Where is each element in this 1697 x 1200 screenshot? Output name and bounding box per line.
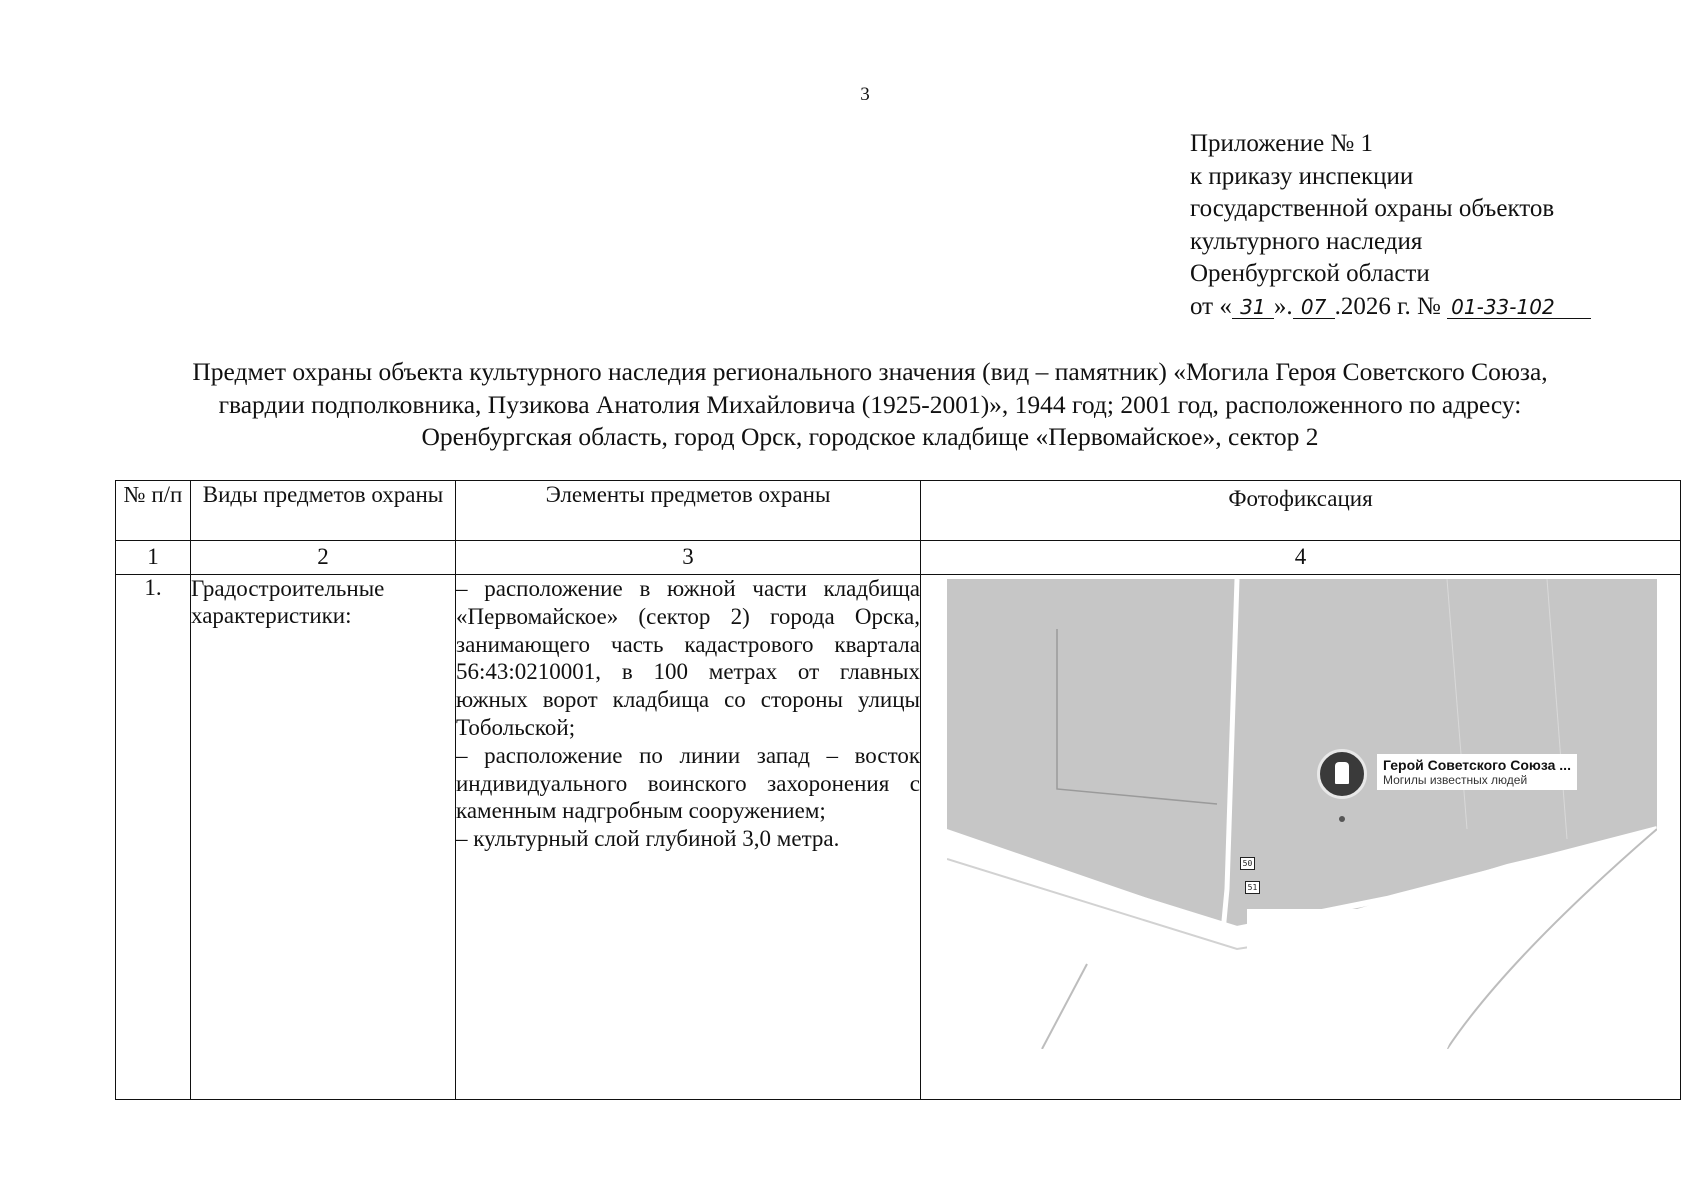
table-row xyxy=(116,575,1681,1100)
date-separator: ». xyxy=(1273,292,1293,320)
appendix-date-line xyxy=(1190,291,1591,324)
table-header-row xyxy=(116,481,1681,541)
bus-stop-icon: 50 xyxy=(1240,857,1255,870)
appendix-line-3: государственной охраны объектов xyxy=(1190,195,1555,223)
row-num: 1. xyxy=(116,575,191,1100)
element-item-1: – расположение в южной части кладбища «Первомайское» (сектор 2) города Орска, занимающего часть кадастрового квартала 56:43:0210001, в 100 метрах от главных южных ворот кладбища со стороны улицы Тобольской; xyxy=(456,576,920,740)
handwritten-order-number: 01-33-102 xyxy=(1447,296,1591,319)
element-item-2: – расположение по линии запад – восток индивидуального воинского захоронения с каменным надгробным сооружением; xyxy=(456,742,920,824)
map-label-subtitle: Могилы известных людей xyxy=(1383,773,1528,787)
title-line-1: Предмет охраны объекта культурного наследия регионального значения (вид – памятник) «Могила Героя Советского Союза, xyxy=(192,357,1548,386)
appendix-line-4: культурного наследия xyxy=(1190,227,1423,255)
header-photo: Фотофиксация xyxy=(921,481,1681,541)
title-line-2: гвардии подполковника, Пузикова Анатолия Михайловича (1925-2001)», 1944 год; 2001 год, расположенного по адресу: xyxy=(218,389,1522,419)
element-item-3: – культурный слой глубиной 3,0 метра. xyxy=(456,826,840,852)
map-graphic xyxy=(947,579,1657,1049)
handwritten-month: 07 xyxy=(1293,296,1335,319)
page-number: 3 xyxy=(860,84,870,105)
handwritten-day: 31 xyxy=(1232,296,1274,319)
appendix-line-5: Оренбургской области xyxy=(1190,260,1430,288)
column-number-row xyxy=(116,541,1681,575)
appendix-line-1: Приложение № 1 xyxy=(1190,130,1374,157)
road-west xyxy=(1042,964,1087,1049)
monument-pin-icon xyxy=(1317,749,1367,799)
row-type: Градостроительные характеристики: xyxy=(191,575,456,1100)
pin-location-dot xyxy=(1339,816,1345,822)
header-num: № п/п xyxy=(116,481,191,541)
col-number-1: 1 xyxy=(116,541,191,575)
col-number-4: 4 xyxy=(921,541,1681,575)
col-number-2: 2 xyxy=(191,541,456,575)
map-image xyxy=(947,579,1657,1049)
document-title xyxy=(100,356,1640,454)
header-elements: Элементы предметов охраны xyxy=(456,481,921,541)
header-types: Виды предметов охраны xyxy=(191,481,456,541)
bus-stop-icon: 51 xyxy=(1245,881,1260,894)
photo-cell xyxy=(921,575,1681,1100)
appendix-line-2: к приказу инспекции xyxy=(1190,162,1414,190)
row-elements xyxy=(456,575,921,1100)
appendix-block xyxy=(1190,128,1591,324)
map-label-title: Герой Советского Союза ... xyxy=(1383,757,1571,773)
date-year: .2026 г. № xyxy=(1334,292,1441,320)
col-number-3: 3 xyxy=(456,541,921,575)
protection-table xyxy=(115,480,1681,1100)
date-prefix: от « xyxy=(1190,292,1232,320)
map-place-label xyxy=(1377,754,1577,790)
cemetery-bottom-fill xyxy=(1247,909,1507,1049)
title-line-3: Оренбургская область, город Орск, городское кладбище «Первомайское», сектор 2 xyxy=(421,422,1319,451)
